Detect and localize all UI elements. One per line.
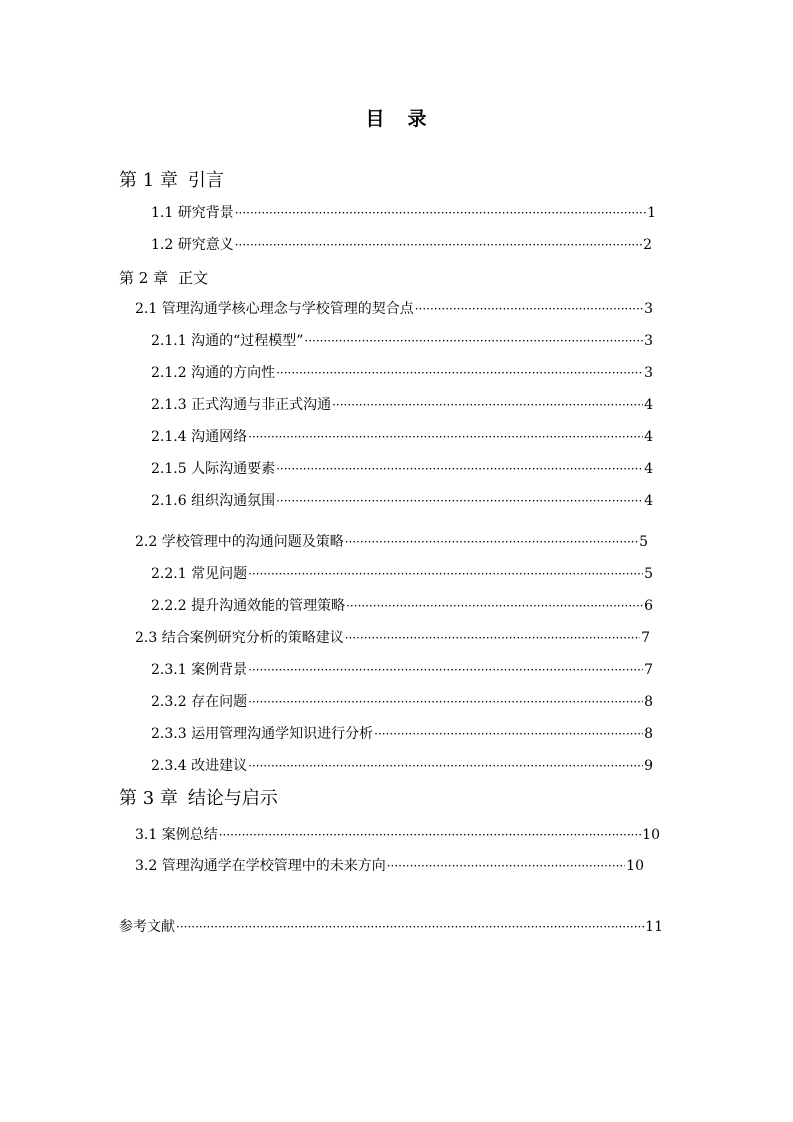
toc-page-number: 10 [626,858,644,874]
toc-leader-dots [332,396,643,414]
toc-entry-label: 1.1 研究背景 [151,205,234,221]
chapter-title: 引言 [187,170,224,191]
toc-page-number: 5 [644,566,653,582]
toc-entry-2-1-4[interactable] [151,428,653,446]
toc-chapter-3[interactable] [119,788,278,810]
toc-leader-dots [219,826,641,844]
toc-leader-dots [248,565,643,583]
toc-page-number: 3 [644,333,653,349]
toc-entry-label: 2.3.1 案例背景 [151,662,248,678]
toc-page-number: 4 [644,429,653,445]
toc-entry-2-3-1[interactable] [151,661,653,679]
toc-page-number: 4 [644,397,653,413]
toc-entry-2-3[interactable] [135,629,650,647]
toc-entry-references[interactable] [119,918,663,936]
chapter-title: 结论与启示 [187,788,278,809]
toc-page-number: 4 [644,461,653,477]
toc-page-number: 3 [644,301,653,317]
toc-leader-dots [248,757,643,775]
toc-entry-label: 2.2.1 常见问题 [151,566,248,582]
toc-entry-2-3-4[interactable] [151,757,653,775]
toc-leader-dots [345,533,638,551]
toc-page-number: 8 [644,694,653,710]
toc-leader-dots [346,597,643,615]
toc-entry-label: 2.1.5 人际沟通要素 [151,461,276,477]
toc-entry-label: 2.1 管理沟通学核心理念与学校管理的契合点 [135,301,414,317]
toc-entry-3-2[interactable] [135,857,644,875]
toc-entry-3-1[interactable] [135,826,660,844]
toc-page-number: 10 [642,827,660,843]
toc-page-number: 11 [645,919,663,935]
toc-leader-dots [415,300,643,318]
toc-entry-2-2[interactable] [135,533,648,551]
toc-entry-2-3-2[interactable] [151,693,653,711]
toc-leader-dots [374,725,643,743]
toc-leader-dots [276,492,643,510]
chapter-number: 第 1 章 [119,170,178,191]
toc-entry-label: 2.3.2 存在问题 [151,694,248,710]
toc-title [0,104,793,131]
chapter-number: 第 2 章 [119,269,169,287]
toc-leader-dots [304,332,643,350]
toc-page-number: 5 [639,534,648,550]
toc-entry-label: 2.2.2 提升沟通效能的管理策略 [151,598,346,614]
toc-entry-label: 2.3.3 运用管理沟通学知识进行分析 [151,726,374,742]
toc-page-number: 8 [644,726,653,742]
toc-leader-dots [176,918,644,936]
toc-title-left: 目 [365,108,386,130]
toc-entry-2-1-2[interactable] [151,364,653,382]
toc-page-number: 4 [644,493,653,509]
toc-entry-label: 3.2 管理沟通学在学校管理中的未来方向 [135,858,386,874]
toc-entry-label: 2.3.4 改进建议 [151,758,248,774]
toc-leader-dots [248,661,643,679]
toc-entry-label: 2.1.6 组织沟通氛围 [151,493,276,509]
toc-leader-dots [248,693,643,711]
toc-entry-label: 1.2 研究意义 [151,237,234,253]
toc-entry-label: 2.1.3 正式沟通与非正式沟通 [151,397,332,413]
toc-entry-2-1-1[interactable] [151,332,653,350]
toc-entry-2-1-3[interactable] [151,396,653,414]
toc-page-number: 9 [644,758,653,774]
toc-leader-dots [276,460,643,478]
toc-page-number: 7 [644,662,653,678]
toc-entry-label: 2.1.4 沟通网络 [151,429,248,445]
toc-entry-2-1-5[interactable] [151,460,653,478]
toc-page-number: 1 [647,205,656,221]
chapter-number: 第 3 章 [119,788,178,809]
toc-entry-2-3-3[interactable] [151,725,653,743]
toc-leader-dots [276,364,643,382]
toc-chapter-1[interactable] [119,170,224,192]
toc-title-right: 录 [407,108,428,130]
toc-page-number: 3 [644,365,653,381]
toc-leader-dots [345,629,640,647]
toc-chapter-2[interactable] [119,267,208,289]
toc-entry-2-1[interactable] [135,300,653,318]
toc-entry-label: 2.1.2 沟通的方向性 [151,365,276,381]
toc-entry-1-1[interactable] [151,204,656,222]
toc-leader-dots [248,428,643,446]
toc-entry-label: 2.3 结合案例研究分析的策略建议 [135,630,344,646]
toc-page-number: 6 [644,598,653,614]
toc-entry-label: 3.1 案例总结 [135,827,218,843]
toc-entry-label: 2.1.1 沟通的“过程模型” [151,333,304,349]
toc-entry-label: 2.2 学校管理中的沟通问题及策略 [135,534,344,550]
toc-entry-2-2-2[interactable] [151,597,653,615]
toc-entry-1-2[interactable] [151,236,652,254]
toc-entry-2-1-6[interactable] [151,492,653,510]
toc-entry-label: 参考文献 [119,919,175,935]
chapter-title: 正文 [178,269,209,287]
toc-leader-dots [235,204,646,222]
toc-leader-dots [235,236,642,254]
toc-entry-2-2-1[interactable] [151,565,653,583]
toc-page-number: 2 [643,237,652,253]
toc-page-number: 7 [641,630,650,646]
toc-leader-dots [387,857,625,875]
